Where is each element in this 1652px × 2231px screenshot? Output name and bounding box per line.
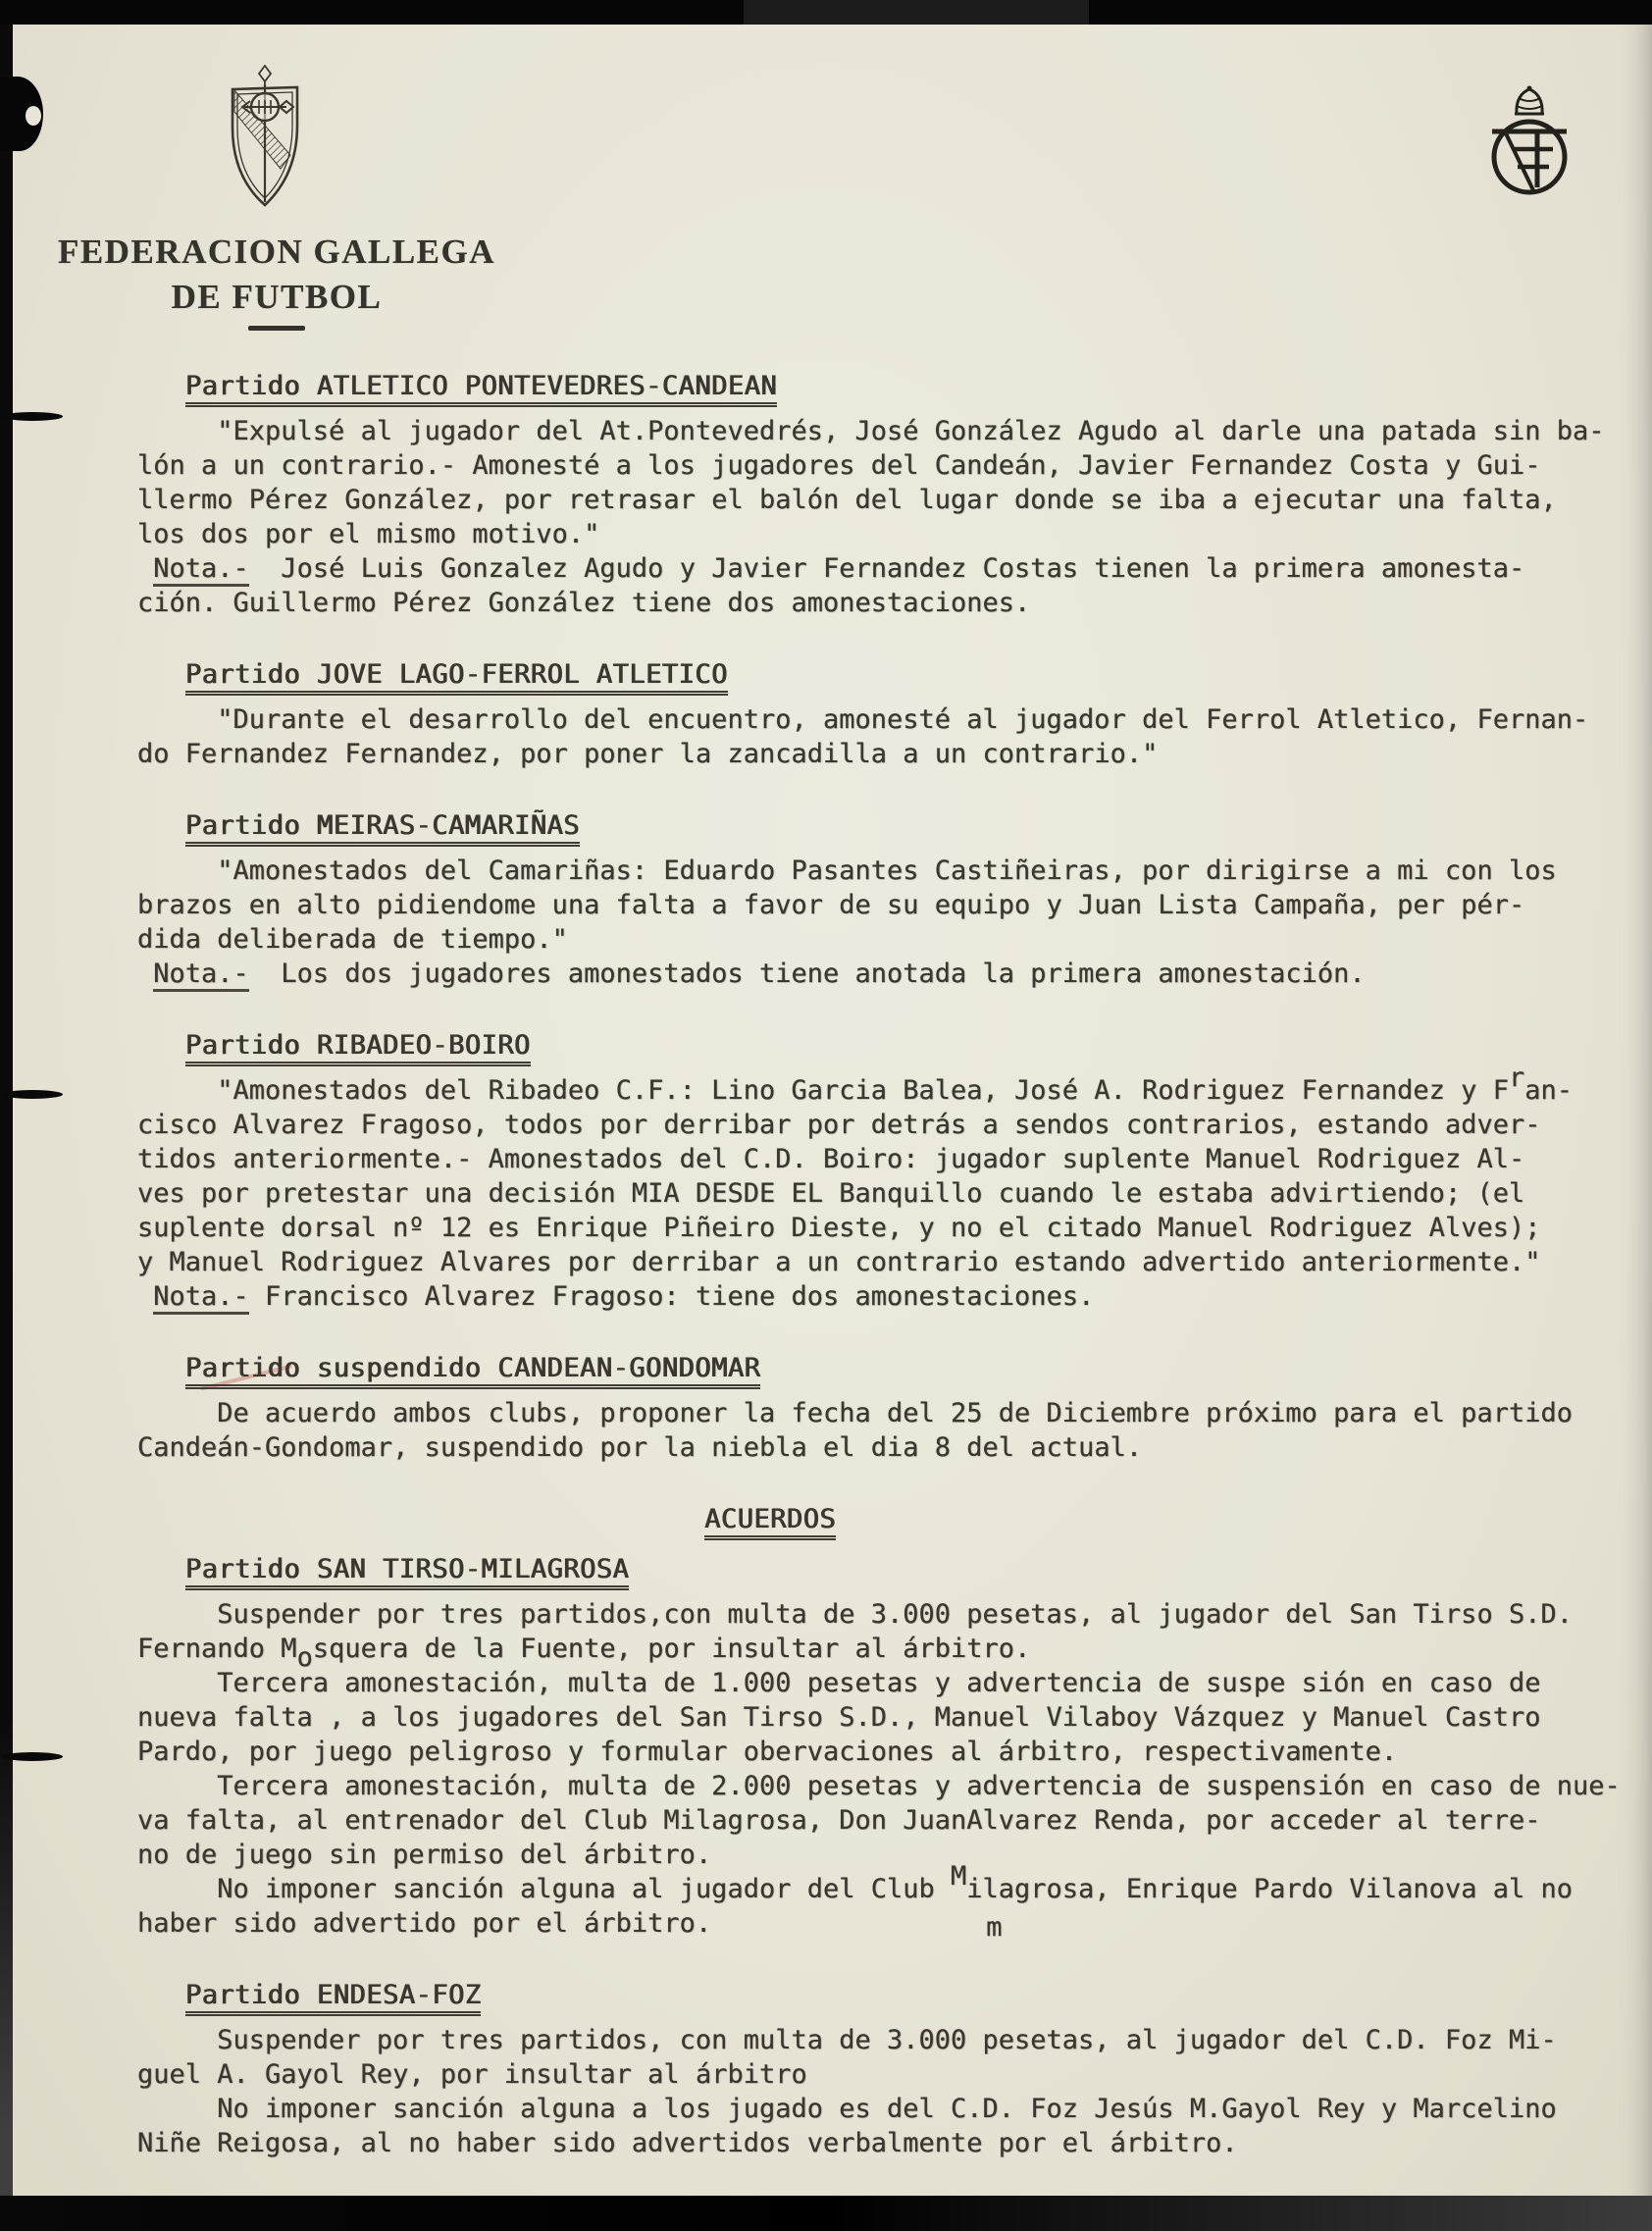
text-line: Pardo, por juego peligroso y formular obervaciones al árbitro, respectivamente. [137,1737,1398,1767]
section-endesa-foz [137,1978,1638,2160]
text-line [137,1632,1638,1673]
text-line: no de juego sin permiso del árbitro. [137,1840,712,1870]
note-text: Francisco Alvarez Fragoso: tiene dos amonestaciones. [248,1281,1095,1312]
text-segment: an- [1524,1075,1573,1106]
section-atletico-pontevedres-candean [137,369,1638,620]
text-line: "Amonestados del Camariñas: Eduardo Pasantes Castiñeiras, por dirigirse a mi con los [217,856,1557,886]
binding-slit [2,412,63,421]
text-line [137,1906,1638,1941]
text-line [137,1063,1638,1108]
match-heading [137,808,1638,843]
match-heading [137,657,1638,692]
match-heading-text: Partido JOVE LAGO-FERROL ATLETICO [185,659,728,696]
scan-edge-left [0,25,13,2196]
dropped-letter: o [296,1642,313,1673]
section-suspendido-candean-gondomar [137,1351,1638,1465]
note-line [137,1279,1638,1314]
text-line: suplente dorsal nº 12 es Enrique Piñeiro Dieste, y no el citado Manuel Rodriguez Alves); [137,1213,1541,1243]
raised-letter: r [1508,1063,1525,1093]
match-heading-text: Partido ENDESA-FOZ [185,1980,482,2016]
match-heading [137,369,1638,403]
text-line: Niñe Reigosa, al no haber sido advertidos verbalmente por el árbitro. [137,2128,1238,2158]
scan-edge-top-notch [744,0,1089,25]
binding-slit [2,1752,63,1761]
match-heading [137,1552,1638,1586]
note-line [137,551,1638,586]
typed-content [137,369,1638,2198]
text-line: "Expulsé al jugador del At.Pontevedrés, José González Agudo al darle una patada sin ba- [217,416,1605,446]
text-line: Tercera amonestación, multa de 1.000 pesetas y advertencia de suspe sión en caso de [217,1668,1541,1698]
text-segment: ilagrosa, Enrique Pardo Vilanova al no [966,1874,1573,1904]
match-heading-text: Partido SAN TIRSO-MILAGROSA [185,1554,629,1590]
note-label: Nota.- [153,959,249,992]
text-line: Candeán-Gondomar, suspendido por la niebla el dia 8 del actual. [137,1432,1143,1463]
section-meiras-camarinas [137,808,1638,991]
text-line: Suspender por tres partidos, con multa de 3.000 pesetas, al jugador del C.D. Foz Mi- [217,2025,1557,2055]
text-line: "Durante el desarrollo del encuentro, amonesté al jugador del Ferrol Atletico, Fernan- [217,704,1589,735]
scan-edge-top [0,0,1652,25]
section-jove-lago-ferrol-atletico [137,657,1638,771]
note-line [137,957,1638,991]
scan-edge-bottom [0,2196,1652,2231]
text-line: y Manuel Rodriguez Alvares por derribar a un contrario estando advertido anteriormente." [137,1247,1541,1277]
text-line: De acuerdo ambos clubs, proponer la fecha del 25 de Diciembre próximo para el partido [217,1398,1573,1428]
text-line: tidos anteriormente.- Amonestados del C.D. Boiro: jugador suplente Manuel Rodriguez Al- [137,1144,1525,1174]
acuerdos-heading-text: ACUERDOS [704,1504,836,1540]
text-line: No imponer sanción alguna a los jugado es del C.D. Foz Jesús M.Gayol Rey y Marcelino [217,2094,1557,2124]
acuerdos-heading [704,1502,1638,1536]
text-line: Suspender por tres partidos,con multa de 3.000 pesetas, al jugador del San Tirso S.D. [217,1599,1573,1630]
text-line: llermo Pérez González, por retrasar el balón del lugar donde se iba a ejecutar una falta, [137,485,1557,515]
match-heading [137,1978,1638,2012]
match-heading-text: Partido RIBADEO-BOIRO [185,1030,531,1066]
letterhead-rule [248,326,305,331]
text-segment: haber sido advertido por el árbitro. [137,1908,712,1939]
text-line: lón a un contrario.- Amonesté a los jugadores del Candeán, Javier Fernandez Costa y Gui- [137,450,1541,481]
federation-shield-icon [222,65,308,214]
section-san-tirso-milagrosa [137,1552,1638,1941]
org-line-1: FEDERACION GALLEGA [57,233,496,271]
match-heading-text: Partido suspendido CANDEAN-GONDOMAR [185,1353,760,1389]
royal-crest-icon [1484,84,1575,204]
text-segment: "Amonestados del Ribadeo C.F.: Lino Garcia Balea, José A. Rodriguez Fernandez y F [217,1075,1509,1106]
match-heading-text: Partido ATLETICO PONTEVEDRES-CANDEAN [185,371,777,407]
text-line: dida deliberada de tiempo." [137,924,568,955]
note-label: Nota.- [153,1281,249,1315]
text-segment: Fernando M [137,1634,297,1664]
binding-slit [2,1090,63,1099]
text-line: guel A. Gayol Rey, por insultar al árbitro [137,2059,807,2090]
note-label: Nota.- [153,553,249,587]
text-segment: No imponer sanción alguna al jugador del Club [217,1874,952,1904]
text-line: cisco Alvarez Fragoso, todos por derribar por detrás a sendos contrarios, estando adver- [137,1110,1541,1140]
org-line-2: DE FUTBOL [171,278,383,316]
text-line: los dos por el mismo motivo." [137,519,600,549]
text-line: do Fernandez Fernandez, por poner la zancadilla a un contrario." [137,739,1159,769]
note-text: José Luis Gonzalez Agudo y Javier Fernandez Costas tienen la primera amonesta- [248,553,1525,584]
text-line: nueva falta , a los jugadores del San Tirso S.D., Manuel Vilaboy Vázquez y Manuel Castro [137,1702,1541,1733]
binding-hole [26,106,41,126]
match-heading [137,1351,1638,1385]
text-segment: squera de la Fuente, por insultar al árbitro. [312,1634,1031,1664]
text-line: va falta, al entrenador del Club Milagrosa, Don JuanAlvarez Renda, por acceder al terre- [137,1805,1541,1836]
note-text: Los dos jugadores amonestados tiene anotada la primera amonestación. [248,959,1366,989]
match-heading [137,1028,1638,1063]
organization-name [57,230,496,320]
text-line: Tercera amonestación, multa de 2.000 pesetas y advertencia de suspensión en caso de nue- [217,1771,1621,1801]
section-ribadeo-boiro [137,1028,1638,1314]
text-line: ves por pretestar una decisión MIA DESDE EL Banquillo cuando le estaba advirtiendo; (el [137,1178,1525,1209]
stray-typed-letter: m [986,1912,1003,1943]
text-line: ción. Guillermo Pérez González tiene dos amonestaciones. [137,588,1031,618]
match-heading-text: Partido MEIRAS-CAMARIÑAS [185,810,580,847]
text-line [137,1861,1638,1906]
raised-letter: M [951,1861,967,1892]
text-line: brazos en alto pidiendome una falta a favor de su equipo y Juan Lista Campaña, per pér- [137,890,1525,920]
